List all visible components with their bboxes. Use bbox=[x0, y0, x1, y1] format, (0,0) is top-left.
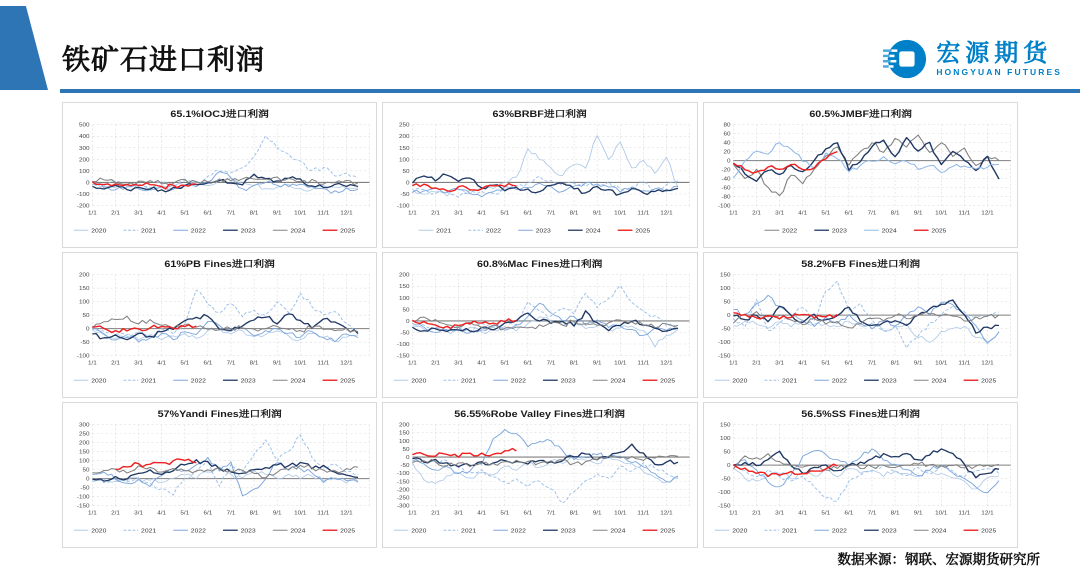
x-axis-tick-label: 10/1 bbox=[934, 510, 948, 517]
legend-label-2025: 2025 bbox=[340, 377, 356, 385]
x-axis-tick-label: 3/1 bbox=[774, 360, 784, 367]
legend-label-2025: 2025 bbox=[340, 527, 356, 535]
legend-label-2020: 2020 bbox=[411, 377, 427, 385]
data-source-note: 数据来源：钢联、宏源期货研究所 bbox=[837, 552, 1040, 567]
y-axis-tick-label: 100 bbox=[719, 436, 731, 443]
x-axis-tick-label: 4/1 bbox=[157, 510, 167, 517]
chart-panel-5 bbox=[382, 252, 697, 398]
x-axis-tick-label: 9/1 bbox=[913, 360, 923, 367]
y-axis-tick-label: 100 bbox=[399, 296, 410, 302]
legend-label-2024: 2024 bbox=[290, 527, 306, 535]
y-axis-tick-label: 100 bbox=[79, 299, 90, 306]
y-axis-tick-label: 50 bbox=[402, 169, 410, 175]
x-axis-tick-label: 1/1 bbox=[728, 510, 738, 517]
y-axis-tick-label: 300 bbox=[79, 422, 90, 429]
chart-panel-7 bbox=[62, 402, 377, 548]
legend-label-2025: 2025 bbox=[980, 527, 996, 535]
legend-label-2024: 2024 bbox=[610, 377, 626, 385]
x-axis-tick-label: 9/1 bbox=[593, 360, 602, 367]
x-axis-tick-label: 6/1 bbox=[523, 360, 533, 367]
chart-title: 63%BRBF进口利润 bbox=[492, 109, 588, 120]
x-axis-tick-label: 3/1 bbox=[774, 510, 784, 517]
x-axis-tick-label: 11/1 bbox=[958, 360, 970, 367]
y-axis-tick-label: -150 bbox=[717, 353, 731, 360]
y-axis-tick-label: 150 bbox=[719, 272, 731, 279]
x-axis-tick-label: 7/1 bbox=[546, 510, 556, 517]
x-axis-tick-label: 4/1 bbox=[797, 210, 807, 217]
chart-panel-9 bbox=[703, 402, 1018, 548]
chart-title: 61%PB Fines进口利润 bbox=[164, 259, 275, 270]
y-axis-tick-label: 100 bbox=[79, 169, 90, 175]
x-axis-tick-label: 2/1 bbox=[111, 210, 120, 217]
legend-label-2021: 2021 bbox=[141, 227, 157, 235]
x-axis-tick-label: 8/1 bbox=[890, 210, 900, 217]
x-axis-tick-label: 5/1 bbox=[821, 360, 830, 367]
x-axis-tick-label: 5/1 bbox=[180, 210, 190, 217]
x-axis-tick-label: 10/1 bbox=[294, 210, 307, 217]
y-axis-tick-label: -100 bbox=[717, 340, 731, 346]
y-axis-tick-label: -300 bbox=[397, 503, 410, 510]
x-axis-tick-label: 1/1 bbox=[88, 510, 97, 517]
y-axis-tick-label: 200 bbox=[79, 157, 90, 164]
x-axis-tick-label: 10/1 bbox=[294, 510, 307, 517]
y-axis-tick-label: -80 bbox=[721, 194, 731, 201]
y-axis-tick-label: 60 bbox=[723, 131, 731, 138]
x-axis-tick-label: 3/1 bbox=[454, 510, 464, 517]
series-line-2021 bbox=[733, 465, 999, 502]
legend-label-2023: 2023 bbox=[881, 527, 897, 535]
legend-label-2024: 2024 bbox=[290, 227, 306, 235]
chart-title: 58.2%FB Fines进口利润 bbox=[800, 259, 920, 270]
legend-label-2021: 2021 bbox=[461, 527, 477, 535]
line-chart bbox=[704, 403, 1017, 547]
x-axis-tick-label: 4/1 bbox=[477, 210, 487, 217]
line-chart bbox=[383, 253, 696, 397]
y-axis-tick-label: -50 bbox=[400, 192, 410, 198]
y-axis-tick-label: 0 bbox=[726, 158, 731, 165]
x-axis-tick-label: 11/1 bbox=[637, 210, 650, 217]
y-axis-tick-label: -20 bbox=[721, 167, 731, 174]
x-axis-tick-label: 11/1 bbox=[958, 510, 970, 517]
legend-label-2022: 2022 bbox=[511, 527, 527, 535]
x-axis-tick-label: 10/1 bbox=[614, 210, 627, 217]
y-axis-tick-label: 200 bbox=[79, 272, 90, 279]
chart-panel-3 bbox=[703, 102, 1018, 248]
series-line-2022 bbox=[733, 295, 999, 342]
x-axis-tick-label: 7/1 bbox=[226, 360, 236, 367]
legend-label-2023: 2023 bbox=[560, 377, 577, 385]
legend-label-2025: 2025 bbox=[340, 227, 356, 235]
y-axis-tick-label: 200 bbox=[79, 440, 90, 447]
legend-label-2025: 2025 bbox=[980, 377, 996, 385]
x-axis-tick-label: 4/1 bbox=[797, 360, 807, 367]
y-axis-tick-label: 250 bbox=[399, 122, 410, 129]
legend-label-2020: 2020 bbox=[731, 527, 748, 535]
y-axis-tick-label: 0 bbox=[726, 463, 731, 469]
x-axis-tick-label: 8/1 bbox=[249, 510, 259, 517]
x-axis-tick-label: 12/1 bbox=[660, 360, 673, 367]
y-axis-tick-label: 400 bbox=[79, 134, 90, 141]
hongyuan-logo-icon bbox=[882, 36, 928, 82]
legend-label-2020: 2020 bbox=[91, 377, 107, 385]
x-axis-tick-label: 5/1 bbox=[821, 210, 830, 217]
y-axis-tick-label: 50 bbox=[402, 447, 410, 453]
x-axis-tick-label: 7/1 bbox=[546, 210, 556, 217]
x-axis-tick-label: 10/1 bbox=[614, 510, 627, 517]
y-axis-tick-label: 150 bbox=[79, 449, 90, 456]
legend-label-2023: 2023 bbox=[881, 377, 897, 385]
legend-label-2022: 2022 bbox=[486, 227, 502, 235]
series-line-2022 bbox=[92, 321, 358, 341]
x-axis-tick-label: 9/1 bbox=[593, 210, 602, 217]
series-line-2022 bbox=[733, 135, 999, 196]
y-axis-tick-label: -150 bbox=[717, 503, 731, 510]
y-axis-tick-label: -150 bbox=[397, 353, 410, 360]
x-axis-tick-label: 9/1 bbox=[272, 360, 282, 367]
x-axis-tick-label: 11/1 bbox=[958, 210, 970, 217]
y-axis-tick-label: -50 bbox=[400, 330, 410, 337]
logo-en-text: HONGYUAN FUTURES bbox=[936, 67, 1062, 78]
line-chart bbox=[704, 253, 1017, 397]
x-axis-tick-label: 2/1 bbox=[751, 210, 761, 217]
x-axis-tick-label: 3/1 bbox=[454, 210, 464, 217]
series-line-2021 bbox=[413, 286, 679, 331]
x-axis-tick-label: 1/1 bbox=[728, 210, 738, 217]
x-axis-tick-label: 11/1 bbox=[637, 360, 650, 367]
y-axis-tick-label: 100 bbox=[399, 157, 410, 164]
x-axis-tick-label: 6/1 bbox=[203, 210, 213, 217]
series-line-2023 bbox=[733, 138, 999, 182]
x-axis-tick-label: 8/1 bbox=[249, 210, 259, 217]
x-axis-tick-label: 12/1 bbox=[340, 360, 353, 367]
legend-label-2024: 2024 bbox=[931, 527, 947, 535]
y-axis-tick-label: -200 bbox=[397, 487, 410, 494]
x-axis-tick-label: 12/1 bbox=[660, 510, 673, 517]
y-axis-tick-label: 0 bbox=[86, 476, 90, 483]
legend-label-2023: 2023 bbox=[560, 527, 577, 535]
x-axis-tick-label: 3/1 bbox=[134, 210, 144, 217]
x-axis-tick-label: 8/1 bbox=[890, 510, 900, 517]
x-axis-tick-label: 7/1 bbox=[867, 210, 877, 217]
x-axis-tick-label: 6/1 bbox=[203, 360, 213, 367]
x-axis-tick-label: 5/1 bbox=[500, 510, 510, 517]
x-axis-tick-label: 8/1 bbox=[569, 360, 579, 367]
x-axis-tick-label: 5/1 bbox=[180, 510, 190, 517]
x-axis-tick-label: 10/1 bbox=[934, 360, 948, 367]
x-axis-tick-label: 11/1 bbox=[317, 510, 330, 517]
y-axis-tick-label: 50 bbox=[723, 449, 731, 456]
x-axis-tick-label: 4/1 bbox=[157, 210, 167, 217]
x-axis-tick-label: 2/1 bbox=[431, 360, 441, 367]
x-axis-tick-label: 4/1 bbox=[797, 510, 807, 517]
y-axis-tick-label: -100 bbox=[717, 490, 731, 496]
y-axis-tick-label: -40 bbox=[721, 176, 731, 183]
y-axis-tick-label: 50 bbox=[402, 307, 410, 314]
legend-label-2021: 2021 bbox=[436, 227, 452, 235]
x-axis-tick-label: 5/1 bbox=[500, 210, 510, 217]
legend-label-2022: 2022 bbox=[190, 527, 206, 535]
header-accent-shape bbox=[0, 6, 48, 90]
x-axis-tick-label: 1/1 bbox=[88, 210, 97, 217]
y-axis-tick-label: 0 bbox=[726, 313, 731, 319]
y-axis-tick-label: 40 bbox=[723, 140, 731, 147]
x-axis-tick-label: 3/1 bbox=[134, 360, 144, 367]
y-axis-tick-label: 50 bbox=[82, 467, 90, 474]
logo-cn-text: 宏源期货 bbox=[936, 39, 1053, 67]
x-axis-tick-label: 4/1 bbox=[477, 360, 487, 367]
legend-label-2023: 2023 bbox=[240, 227, 256, 235]
chart-title: 60.5%JMBF进口利润 bbox=[808, 109, 912, 120]
y-axis-tick-label: -100 bbox=[76, 192, 90, 198]
x-axis-tick-label: 10/1 bbox=[614, 360, 627, 367]
x-axis-tick-label: 7/1 bbox=[546, 360, 556, 367]
y-axis-tick-label: 0 bbox=[406, 319, 410, 325]
y-axis-tick-label: 100 bbox=[719, 286, 731, 293]
y-axis-tick-label: -50 bbox=[721, 326, 731, 333]
y-axis-tick-label: 0 bbox=[406, 180, 410, 187]
legend-label-2022: 2022 bbox=[511, 377, 527, 385]
x-axis-tick-label: 3/1 bbox=[134, 510, 144, 517]
x-axis-tick-label: 12/1 bbox=[340, 210, 353, 217]
legend-label-2022: 2022 bbox=[831, 527, 847, 535]
y-axis-tick-label: 80 bbox=[723, 122, 731, 129]
legend-label-2024: 2024 bbox=[290, 377, 306, 385]
y-axis-tick-label: -250 bbox=[397, 495, 410, 502]
y-axis-tick-label: 100 bbox=[399, 439, 410, 445]
x-axis-tick-label: 2/1 bbox=[751, 360, 761, 367]
x-axis-tick-label: 1/1 bbox=[408, 360, 418, 367]
x-axis-tick-label: 11/1 bbox=[637, 510, 650, 517]
x-axis-tick-label: 8/1 bbox=[569, 510, 579, 517]
legend-label-2025: 2025 bbox=[660, 527, 676, 535]
x-axis-tick-label: 6/1 bbox=[844, 210, 853, 217]
legend-label-2024: 2024 bbox=[610, 527, 626, 535]
x-axis-tick-label: 9/1 bbox=[272, 510, 282, 517]
y-axis-tick-label: 0 bbox=[406, 455, 410, 461]
y-axis-tick-label: -50 bbox=[80, 340, 90, 346]
line-chart bbox=[704, 103, 1017, 247]
x-axis-tick-label: 12/1 bbox=[980, 210, 994, 217]
y-axis-tick-label: 200 bbox=[399, 422, 410, 429]
line-chart bbox=[63, 103, 376, 247]
chart-title: 60.8%Mac Fines进口利润 bbox=[477, 259, 603, 270]
chart-panel-4 bbox=[62, 252, 377, 398]
y-axis-tick-label: -100 bbox=[397, 471, 410, 478]
y-axis-tick-label: 0 bbox=[86, 180, 90, 187]
chart-title: 56.5%SS Fines进口利润 bbox=[800, 409, 920, 420]
legend-label-2020: 2020 bbox=[411, 527, 427, 535]
hongyuan-logo bbox=[882, 36, 1062, 82]
y-axis-tick-label: -150 bbox=[76, 503, 90, 510]
x-axis-tick-label: 12/1 bbox=[660, 210, 673, 217]
x-axis-tick-label: 6/1 bbox=[523, 510, 533, 517]
x-axis-tick-label: 5/1 bbox=[180, 360, 190, 367]
x-axis-tick-label: 7/1 bbox=[867, 510, 877, 517]
line-chart bbox=[383, 103, 696, 247]
page-title: 铁矿石进口利润 bbox=[62, 44, 266, 75]
x-axis-tick-label: 12/1 bbox=[980, 360, 994, 367]
x-axis-tick-label: 6/1 bbox=[844, 510, 853, 517]
x-axis-tick-label: 6/1 bbox=[844, 360, 853, 367]
legend-label-2021: 2021 bbox=[461, 377, 477, 385]
y-axis-tick-label: 150 bbox=[79, 286, 90, 293]
x-axis-tick-label: 8/1 bbox=[249, 360, 259, 367]
legend-label-2024: 2024 bbox=[881, 227, 897, 235]
x-axis-tick-label: 11/1 bbox=[317, 210, 330, 217]
series-line-2024 bbox=[413, 174, 679, 195]
x-axis-tick-label: 6/1 bbox=[523, 210, 533, 217]
y-axis-tick-label: -60 bbox=[721, 185, 731, 192]
series-line-2025 bbox=[413, 449, 517, 458]
line-chart bbox=[63, 403, 376, 547]
x-axis-tick-label: 2/1 bbox=[431, 510, 441, 517]
legend-label-2023: 2023 bbox=[536, 227, 552, 235]
legend-label-2023: 2023 bbox=[831, 227, 847, 235]
line-chart bbox=[383, 403, 696, 547]
y-axis-tick-label: -150 bbox=[397, 479, 410, 486]
x-axis-tick-label: 1/1 bbox=[408, 510, 418, 517]
x-axis-tick-label: 1/1 bbox=[728, 360, 738, 367]
y-axis-tick-label: 500 bbox=[79, 122, 90, 129]
y-axis-tick-label: 200 bbox=[399, 272, 410, 279]
x-axis-tick-label: 10/1 bbox=[294, 360, 307, 367]
x-axis-tick-label: 9/1 bbox=[913, 210, 923, 217]
x-axis-tick-label: 12/1 bbox=[340, 510, 353, 517]
x-axis-tick-label: 7/1 bbox=[226, 510, 236, 517]
legend-label-2020: 2020 bbox=[91, 527, 107, 535]
y-axis-tick-label: 150 bbox=[719, 422, 731, 429]
x-axis-tick-label: 2/1 bbox=[431, 210, 441, 217]
x-axis-tick-label: 2/1 bbox=[111, 360, 120, 367]
chart-panel-1 bbox=[62, 102, 377, 248]
y-axis-tick-label: 100 bbox=[79, 458, 90, 465]
chart-title: 56.55%Robe Valley Fines进口利润 bbox=[454, 409, 626, 420]
x-axis-tick-label: 9/1 bbox=[593, 510, 602, 517]
legend-label-2022: 2022 bbox=[190, 227, 206, 235]
y-axis-tick-label: 150 bbox=[399, 146, 410, 152]
y-axis-tick-label: -50 bbox=[721, 476, 731, 483]
x-axis-tick-label: 8/1 bbox=[569, 210, 579, 217]
x-axis-tick-label: 8/1 bbox=[890, 360, 900, 367]
y-axis-tick-label: -100 bbox=[397, 203, 410, 210]
x-axis-tick-label: 2/1 bbox=[111, 510, 120, 517]
line-chart bbox=[63, 253, 376, 397]
y-axis-tick-label: 200 bbox=[399, 134, 410, 141]
chart-panel-8 bbox=[382, 402, 697, 548]
legend-label-2024: 2024 bbox=[585, 227, 601, 235]
x-axis-tick-label: 7/1 bbox=[226, 210, 236, 217]
legend-label-2022: 2022 bbox=[781, 227, 797, 235]
chart-title: 57%Yandi Fines进口利润 bbox=[157, 409, 282, 420]
legend-label-2020: 2020 bbox=[91, 227, 107, 235]
x-axis-tick-label: 11/1 bbox=[317, 360, 330, 367]
chart-panel-2 bbox=[382, 102, 697, 248]
legend-label-2025: 2025 bbox=[635, 227, 651, 235]
chart-title: 65.1%IOCJ进口利润 bbox=[170, 109, 269, 120]
legend-label-2020: 2020 bbox=[731, 377, 748, 385]
legend-label-2024: 2024 bbox=[931, 377, 947, 385]
y-axis-tick-label: -100 bbox=[76, 353, 90, 360]
x-axis-tick-label: 4/1 bbox=[157, 360, 167, 367]
legend-label-2022: 2022 bbox=[831, 377, 847, 385]
x-axis-tick-label: 2/1 bbox=[751, 510, 761, 517]
x-axis-tick-label: 9/1 bbox=[913, 510, 923, 517]
x-axis-tick-label: 12/1 bbox=[980, 510, 994, 517]
y-axis-tick-label: 150 bbox=[399, 284, 410, 291]
y-axis-tick-label: -50 bbox=[80, 485, 90, 492]
legend-label-2021: 2021 bbox=[141, 527, 157, 535]
legend-label-2022: 2022 bbox=[190, 377, 206, 385]
y-axis-tick-label: -100 bbox=[717, 203, 731, 210]
y-axis-tick-label: 0 bbox=[86, 326, 90, 333]
legend-label-2023: 2023 bbox=[240, 377, 256, 385]
legend-label-2025: 2025 bbox=[660, 377, 676, 385]
charts-grid bbox=[62, 102, 1018, 548]
legend-label-2023: 2023 bbox=[240, 527, 256, 535]
y-axis-tick-label: 150 bbox=[399, 431, 410, 437]
y-axis-tick-label: 300 bbox=[79, 146, 90, 152]
legend-label-2021: 2021 bbox=[781, 527, 797, 535]
x-axis-tick-label: 6/1 bbox=[203, 510, 213, 517]
x-axis-tick-label: 3/1 bbox=[454, 360, 464, 367]
header-underline bbox=[60, 89, 1080, 93]
y-axis-tick-label: -100 bbox=[397, 342, 410, 348]
x-axis-tick-label: 4/1 bbox=[477, 510, 487, 517]
legend-label-2025: 2025 bbox=[931, 227, 947, 235]
chart-panel-6 bbox=[703, 252, 1018, 398]
x-axis-tick-label: 10/1 bbox=[934, 210, 948, 217]
x-axis-tick-label: 3/1 bbox=[774, 210, 784, 217]
x-axis-tick-label: 5/1 bbox=[500, 360, 510, 367]
y-axis-tick-label: -50 bbox=[400, 463, 410, 469]
y-axis-tick-label: 20 bbox=[723, 149, 731, 156]
legend-label-2021: 2021 bbox=[781, 377, 797, 385]
x-axis-tick-label: 5/1 bbox=[821, 510, 830, 517]
x-axis-tick-label: 7/1 bbox=[867, 360, 877, 367]
x-axis-tick-label: 1/1 bbox=[408, 210, 418, 217]
legend-label-2021: 2021 bbox=[141, 377, 157, 385]
x-axis-tick-label: 1/1 bbox=[88, 360, 97, 367]
y-axis-tick-label: -200 bbox=[76, 203, 90, 210]
y-axis-tick-label: 250 bbox=[79, 431, 90, 438]
y-axis-tick-label: 50 bbox=[82, 313, 90, 319]
x-axis-tick-label: 9/1 bbox=[272, 210, 282, 217]
y-axis-tick-label: -100 bbox=[76, 494, 90, 501]
y-axis-tick-label: 50 bbox=[723, 299, 731, 306]
